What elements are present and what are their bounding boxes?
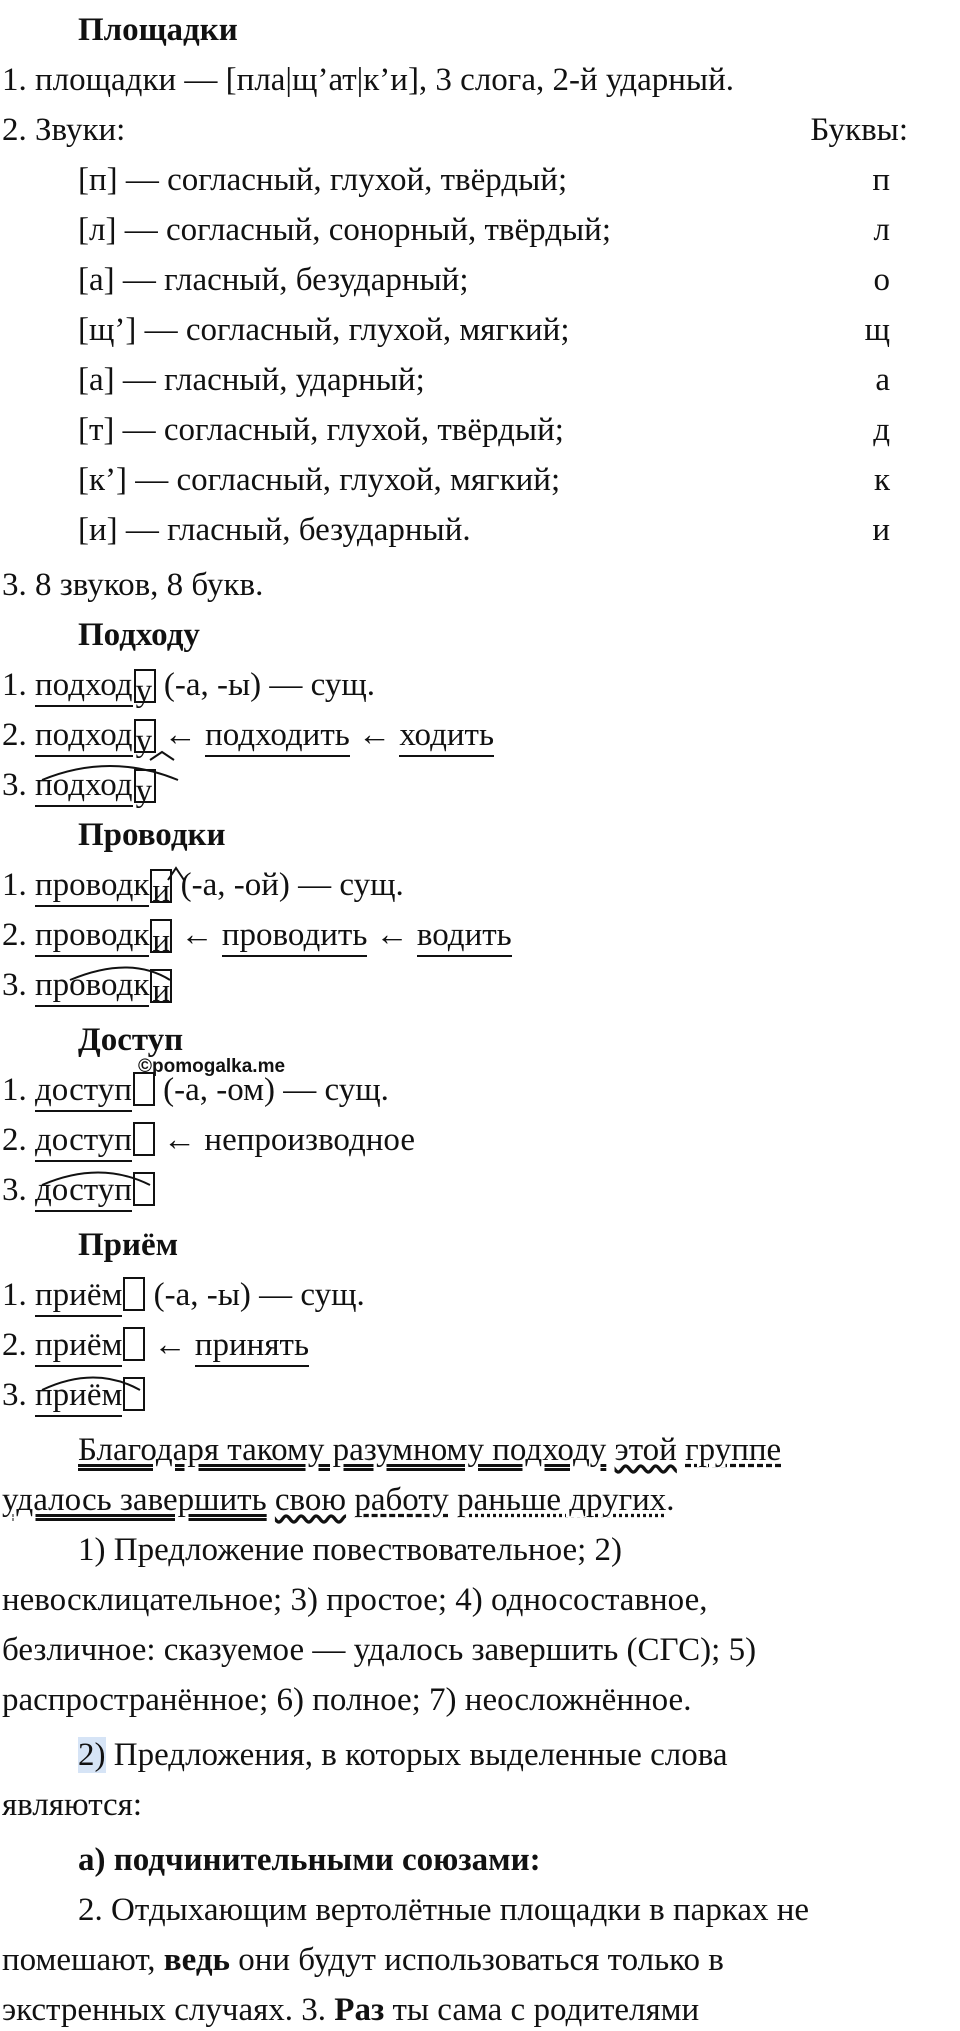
sound-row: [щ’] — согласный, глухой, мягкий; <box>78 312 570 348</box>
grammar-info: (-а, -ы) — сущ. <box>155 667 375 703</box>
line-number: 2. <box>2 1122 27 1158</box>
morph-line-2 <box>2 915 512 957</box>
analysis-line: безличное: сказуемое — удалось завершить (СГС); 5) <box>2 1632 757 1668</box>
task2-line-2: являются: <box>2 1787 143 1823</box>
grammar-info: (-а, -ом) — сущ. <box>154 1072 389 1108</box>
word-base: подход <box>35 765 133 807</box>
derivation-word: принять <box>195 1325 309 1367</box>
line-number: 2. <box>2 717 27 753</box>
arrow-text: ← <box>172 917 222 953</box>
sound-letter: д <box>873 412 890 448</box>
sentence-line-2 <box>2 1480 675 1520</box>
ending-box <box>133 1122 155 1156</box>
task-text: Предложения, в которых выделенные слова <box>105 1737 728 1773</box>
derivation-word: подходить <box>205 715 350 757</box>
sentence-part: группе <box>685 1432 782 1468</box>
section-title-priyom: Приём <box>78 1227 179 1263</box>
sound-letter: п <box>872 162 890 198</box>
morph-line-3 <box>2 965 172 1007</box>
ending-box: и <box>150 969 172 1003</box>
phonetic-line-2: 2. Звуки: <box>2 112 126 148</box>
phonetic-line-1: 1. площадки — [пла|щ’ат|к’и], 3 слога, 2-й ударный. <box>2 62 734 98</box>
sound-letter: о <box>873 262 890 298</box>
morph-line-3 <box>2 1170 155 1212</box>
morph-line-2 <box>2 1120 415 1162</box>
morph-line-2 <box>2 1325 309 1367</box>
line-number: 3. <box>2 967 27 1003</box>
analysis-line: невосклицательное; 3) простое; 4) односоставное, <box>2 1582 708 1618</box>
sound-row: [л] — согласный, сонорный, твёрдый; <box>78 212 612 248</box>
morph-line-1 <box>2 1070 389 1112</box>
word-base: проводк <box>35 865 149 907</box>
example-text: они будут использоваться только в <box>229 1942 724 1978</box>
word-base: доступ <box>35 1070 132 1112</box>
example-text: экстренных случаях. 3. <box>2 1992 335 2028</box>
example-text: помешают, <box>2 1942 164 1978</box>
word-base: доступ <box>35 1120 132 1162</box>
sentence-part: этой <box>614 1432 677 1468</box>
sound-row: [т] — согласный, глухой, твёрдый; <box>78 412 564 448</box>
ending-box <box>123 1277 145 1311</box>
task2-heading: а) подчинительными союзами: <box>78 1842 541 1878</box>
ending-box <box>133 1072 155 1106</box>
sentence-part: свою <box>274 1482 347 1518</box>
sound-row: [и] — гласный, безударный. <box>78 512 471 548</box>
morph-line-1 <box>2 1275 365 1317</box>
line-number: 1. <box>2 1277 27 1313</box>
line-number: 3. <box>2 1377 27 1413</box>
morph-line-2 <box>2 715 494 757</box>
arrow-text: ← <box>367 917 417 953</box>
ending-box: и <box>150 919 172 953</box>
sentence-part: раньше других <box>457 1482 667 1518</box>
conjunction: Раз <box>334 1992 385 2028</box>
word-base: подход <box>35 665 133 707</box>
ending-box <box>123 1377 145 1411</box>
sound-letter: а <box>875 362 890 398</box>
word-base: проводк <box>35 965 149 1007</box>
sentence-part: работу <box>354 1482 449 1518</box>
sound-letter: щ <box>864 312 890 348</box>
predicate: удалось завершить <box>2 1482 267 1518</box>
sound-row: [а] — гласный, ударный; <box>78 362 425 398</box>
derivation-word: водить <box>417 915 512 957</box>
conjunction: ведь <box>163 1942 230 1978</box>
example-line-1: 2. Отдыхающим вертолётные площадки в парках не <box>78 1892 810 1928</box>
section-title-podkhodu: Подходу <box>78 617 200 653</box>
word-base: приём <box>35 1375 122 1417</box>
grammar-info: (-а, -ой) — сущ. <box>172 867 404 903</box>
sound-row: [а] — гласный, безударный; <box>78 262 469 298</box>
line-number: 3. <box>2 1172 27 1208</box>
word-base: подход <box>35 715 133 757</box>
derivation-word: ходить <box>399 715 494 757</box>
ending-box <box>123 1327 145 1361</box>
analysis-line: 1) Предложение повествовательное; 2) <box>78 1532 623 1568</box>
line-number: 1. <box>2 667 27 703</box>
ending-box: у <box>134 719 156 753</box>
section-title-dostup: Доступ <box>78 1022 184 1058</box>
ending-box: у <box>134 669 156 703</box>
phonetic-line-3: 3. 8 звуков, 8 букв. <box>2 567 264 603</box>
sound-letter: л <box>873 212 890 248</box>
line-number: 2. <box>2 1327 27 1363</box>
word-base: доступ <box>35 1170 132 1212</box>
section-title-provodki: Проводки <box>78 817 226 853</box>
morph-line-1 <box>2 865 404 907</box>
sound-row: [п] — согласный, глухой, твёрдый; <box>78 162 568 198</box>
grammar-info: (-а, -ы) — сущ. <box>145 1277 365 1313</box>
word-base: приём <box>35 1325 122 1367</box>
arrow-text: ← <box>145 1327 195 1363</box>
word-base: приём <box>35 1275 122 1317</box>
ending-box: и <box>150 869 172 903</box>
line-number: 3. <box>2 767 27 803</box>
ending-box: у <box>134 769 156 803</box>
ending-box <box>133 1172 155 1206</box>
arrow-text: ← <box>349 717 400 753</box>
morph-line-3 <box>2 765 156 807</box>
morph-line-1 <box>2 665 375 707</box>
derivation-word: проводить <box>222 915 368 957</box>
sound-letter: к <box>873 462 890 498</box>
sentence-part: Благодаря такому разумному подходу <box>78 1432 607 1468</box>
analysis-line: распространённое; 6) полное; 7) неосложнённое. <box>2 1682 692 1718</box>
word-base: проводк <box>35 915 149 957</box>
grammar-info: ← непроизводное <box>154 1122 415 1158</box>
line-number: 2. <box>2 917 27 953</box>
line-number: 1. <box>2 1072 27 1108</box>
section-title-ploshchadki: Площадки <box>78 12 238 48</box>
sound-letter: и <box>872 512 890 548</box>
sentence-line-1 <box>78 1430 781 1470</box>
example-line-2 <box>2 1940 724 1980</box>
period: . <box>666 1482 675 1518</box>
task2-line-1 <box>78 1735 728 1775</box>
morph-line-3 <box>2 1375 145 1417</box>
sound-row: [к’] — согласный, глухой, мягкий; <box>78 462 561 498</box>
example-line-3 <box>2 1990 699 2030</box>
line-number: 1. <box>2 867 27 903</box>
watermark: ©pomogalka.me <box>138 1056 286 1077</box>
arrow-text: ← <box>155 717 206 753</box>
letters-header: Буквы: <box>810 112 908 148</box>
example-text: ты сама с родителями <box>384 1992 700 2028</box>
task-number: 2) <box>78 1737 106 1773</box>
